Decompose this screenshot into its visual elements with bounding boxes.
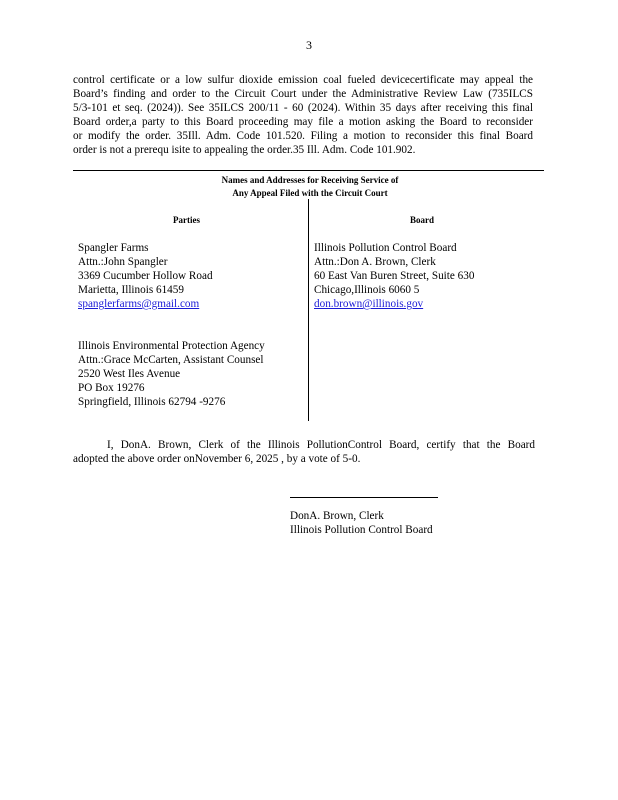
parties-column-header: Parties — [173, 215, 200, 225]
agency-street: 2520 West Iles Avenue — [78, 368, 181, 380]
spangler-address-block — [78, 241, 213, 311]
party-street: 3369 Cucumber Hollow Road — [78, 270, 213, 282]
board-city: Chicago,Illinois 6060 5 — [314, 284, 420, 296]
clerk-certification — [73, 438, 535, 466]
paragraph-line: or modify the order. 35Ill. Adm. Code 101.520. Filing a motion to reconsider this final Board — [73, 130, 533, 142]
board-street: 60 East Van Buren Street, Suite 630 — [314, 270, 475, 282]
table-top-rule — [73, 170, 544, 171]
service-title-line: Names and Addresses for Receiving Service of — [221, 175, 399, 185]
agency-city: Springfield, Illinois 62794 -9276 — [78, 396, 226, 408]
service-table-title — [180, 174, 440, 200]
board-attn: Attn.:Don A. Brown, Clerk — [314, 256, 436, 268]
page-number: 3 — [306, 38, 312, 52]
paragraph-line: order is not a prerequ isite to appealing the order.35 Ill. Adm. Code 101.902. — [73, 144, 416, 156]
service-title-line: Any Appeal Filed with the Circuit Court — [232, 188, 388, 198]
signature-block — [290, 509, 433, 537]
spangler-email-link[interactable]: spanglerfarms@gmail.com — [78, 298, 200, 310]
appeal-rights-paragraph — [73, 73, 533, 157]
agency-attn: Attn.:Grace McCarten, Assistant Counsel — [78, 354, 264, 366]
column-divider — [308, 199, 309, 421]
board-email-link[interactable]: don.brown@illinois.gov — [314, 298, 424, 310]
paragraph-line: 5/3-101 et seq. (2024)). See 35ILCS 200/11 - 60 (2024). Within 35 days after receiving this final — [73, 102, 533, 114]
iepa-address-block — [78, 339, 265, 409]
signer-org: Illinois Pollution Control Board — [290, 524, 433, 536]
certification-line: I, DonA. Brown, Clerk of the Illinois PollutionControl Board, certify that the Board — [107, 439, 535, 451]
party-attn: Attn.:John Spangler — [78, 256, 168, 268]
agency-name: Illinois Environmental Protection Agency — [78, 340, 265, 352]
certification-line: adopted the above order onNovember 6, 2025 , by a vote of 5-0. — [73, 453, 361, 465]
paragraph-line: Board’s finding and order to the Circuit Court under the Administrative Review Law (735ILCS — [73, 88, 533, 100]
signer-name: DonA. Brown, Clerk — [290, 510, 384, 522]
board-column-header: Board — [410, 215, 435, 225]
paragraph-line: control certificate or a low sulfur dioxide emission coal fueled devicecertificate may appeal the — [73, 74, 533, 86]
paragraph-line: Board order,a party to this Board proceeding may file a motion asking the Board to reconsider — [73, 116, 533, 128]
board-name: Illinois Pollution Control Board — [314, 242, 457, 254]
party-city: Marietta, Illinois 61459 — [78, 284, 184, 296]
board-address-block — [314, 241, 474, 311]
agency-po-box: PO Box 19276 — [78, 382, 145, 394]
signature-line — [290, 497, 438, 498]
party-name: Spangler Farms — [78, 242, 149, 254]
